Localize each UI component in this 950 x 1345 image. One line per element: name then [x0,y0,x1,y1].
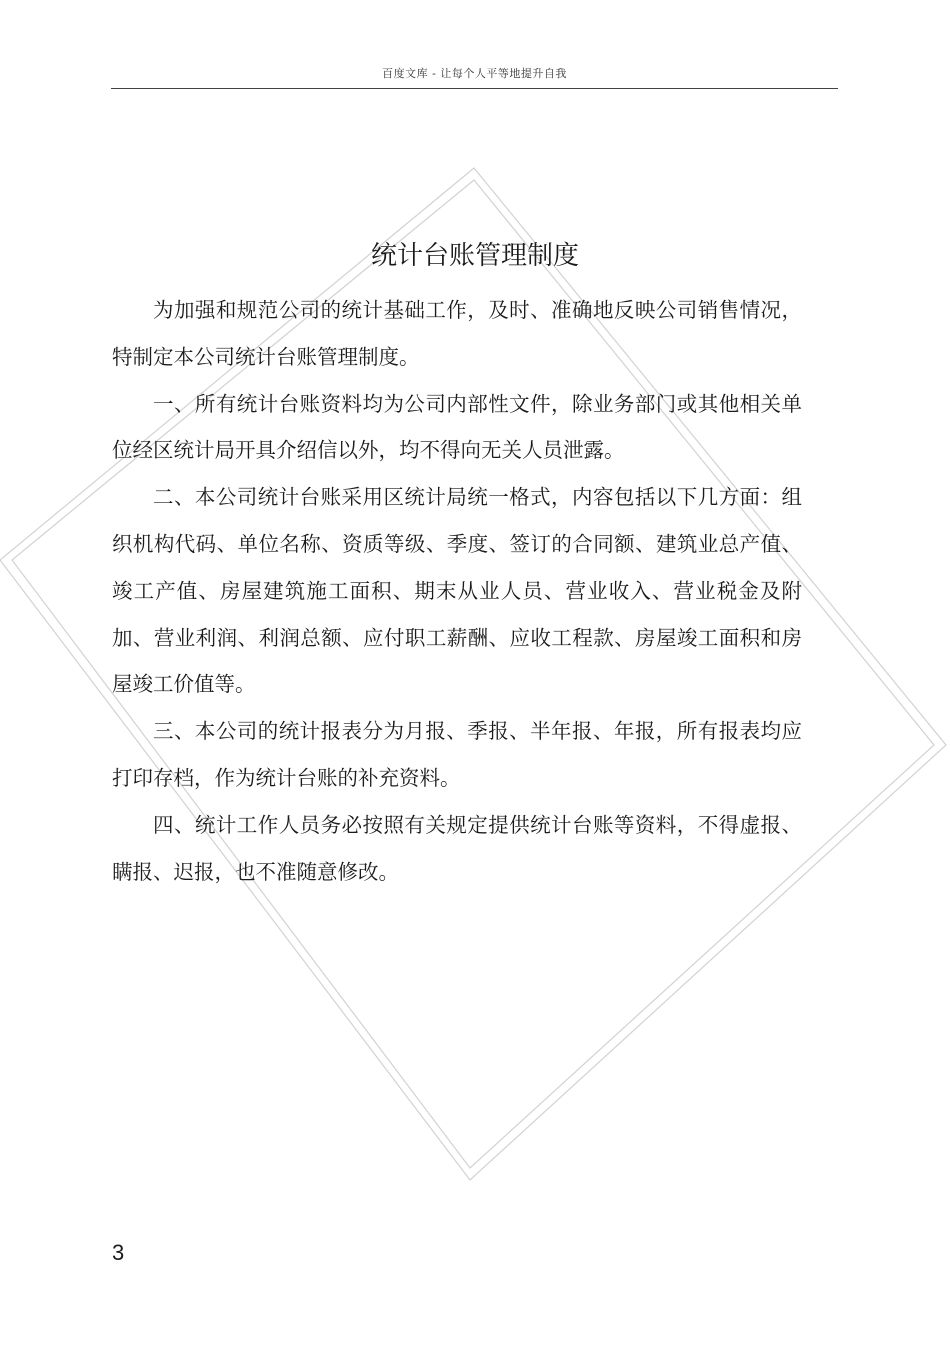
paragraph-clause-1: 一、所有统计台账资料均为公司内部性文件，除业务部门或其他相关单位经区统计局开具介绍信以外，均不得向无关人员泄露。 [112,391,802,463]
document-body [112,287,802,895]
paragraph-clause-4: 四、统计工作人员务必按照有关规定提供统计台账等资料，不得虚报、瞒报、迟报，也不准随意修改。 [112,812,802,884]
page-number: 3 [112,1240,125,1265]
paragraph-clause-3: 三、本公司的统计报表分为月报、季报、半年报、年报，所有报表均应打印存档，作为统计台账的补充资料。 [112,719,802,790]
paragraph-intro: 为加强和规范公司的统计基础工作，及时、准确地反映公司销售情况，特制定本公司统计台账管理制度。 [112,298,802,369]
paragraph-clause-2: 二、本公司统计台账采用区统计局统一格式，内容包括以下几方面：组织机构代码、单位名称、资质等级、季度、签订的合同额、建筑业总产值、竣工产值、房屋建筑施工面积、期末从业人员、营业收入、营业税金及附加、营业利润、利润总额、应付职工薪酬、应收工程款、房屋竣工面积和房屋竣工价值等。 [112,485,802,697]
page-header: 百度文库 - 让每个人平等地提升自我 [111,62,838,89]
document-title: 统计台账管理制度 [370,241,579,271]
